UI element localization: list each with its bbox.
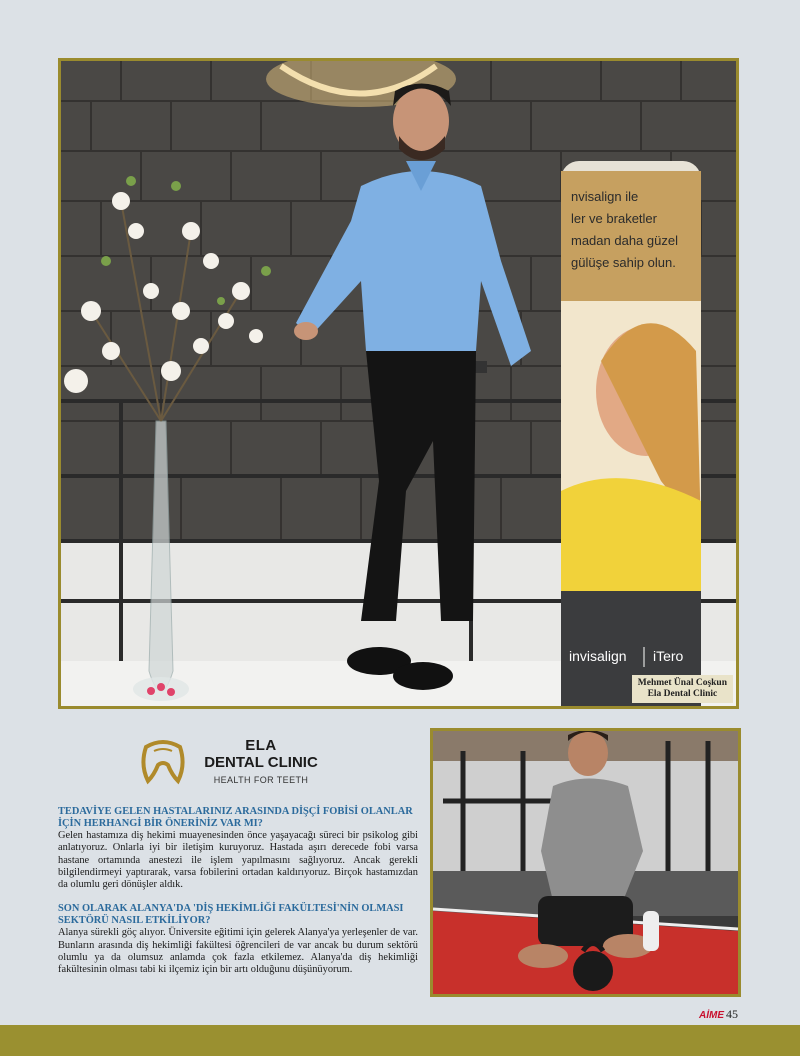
- banner-text-line-3: madan daha güzel: [571, 233, 678, 248]
- banner-text-line-2: ler ve braketler: [571, 211, 657, 226]
- article-body: [58, 806, 418, 989]
- clinic-logo: [136, 735, 336, 791]
- footer-bar: [0, 1025, 800, 1056]
- tooth-logo-icon: [136, 735, 190, 789]
- logo-subname: DENTAL CLINIC: [204, 754, 318, 771]
- gym-photo: [430, 728, 741, 997]
- main-photo: [58, 58, 739, 709]
- main-photo-illustration: [61, 61, 736, 706]
- question-1-heading: TEDAVİYE GELEN HASTALARINIZ ARASINDA DİŞÇİ FOBİSİ OLANLAR İÇİN HERHANGİ BİR ÖNERİNİZ VAR MI?: [58, 806, 413, 829]
- photo-caption: [632, 675, 733, 703]
- answer-2-paragraph: Alanya sürekli göç alıyor. Üniversite eğitimi için gelerek Alanya'ya yerleşenler de var. Bunların arasında diş hekimliği fakültesi öğrencileri de var ancak bu durum sektörü olumlu ya da olumsuz anlamda çok fazla etkilemez. Alanya'da diş hekimliği fakültesinin olması tabi ki ilçemiz için bir artı olduğunu düşünüyorum.: [58, 927, 418, 976]
- answer-1-paragraph: Gelen hastamıza diş hekimi muayenesinden önce yaşayacağı süreci bir psikolog gibi anlatıyoruz. Onlarla iyi bir iletişim kuruyoruz. Hastada aşırı derecede fobi varsa hastane ortamında anestezi ile işlem yapılmasını sağlıyoruz. Ancak gerekli bilgilendirmeyi yaptırarak, varsa fobilerini ortadan kaldırıyoruz. Birçok hastamızdan da olumlu geri dönüşler aldık.: [58, 830, 418, 891]
- page-number: [699, 1007, 738, 1022]
- banner-text-line-4: gülüşe sahip olun.: [571, 255, 676, 270]
- magazine-brand: AİME: [699, 1010, 724, 1021]
- caption-name: Mehmet Ünal Coşkun: [637, 678, 727, 688]
- banner-text-line-1: nvisalign ile: [571, 189, 639, 204]
- logo-tagline: HEALTH FOR TEETH: [213, 775, 309, 785]
- banner-brand-itero: iTero: [653, 648, 684, 664]
- banner-brand-invisalign: invisalign: [569, 648, 627, 664]
- caption-clinic: Ela Dental Clinic: [647, 689, 718, 699]
- question-2-heading: SON OLARAK ALANYA'DA 'DİŞ HEKİMLİĞİ FAKÜLTESİ'NİN OLMASI SEKTÖRÜ NASIL ETKİLİYOR?: [58, 903, 404, 927]
- page-number-value: 45: [726, 1007, 738, 1021]
- gym-photo-illustration: [433, 731, 738, 994]
- logo-name: ELA: [245, 737, 277, 754]
